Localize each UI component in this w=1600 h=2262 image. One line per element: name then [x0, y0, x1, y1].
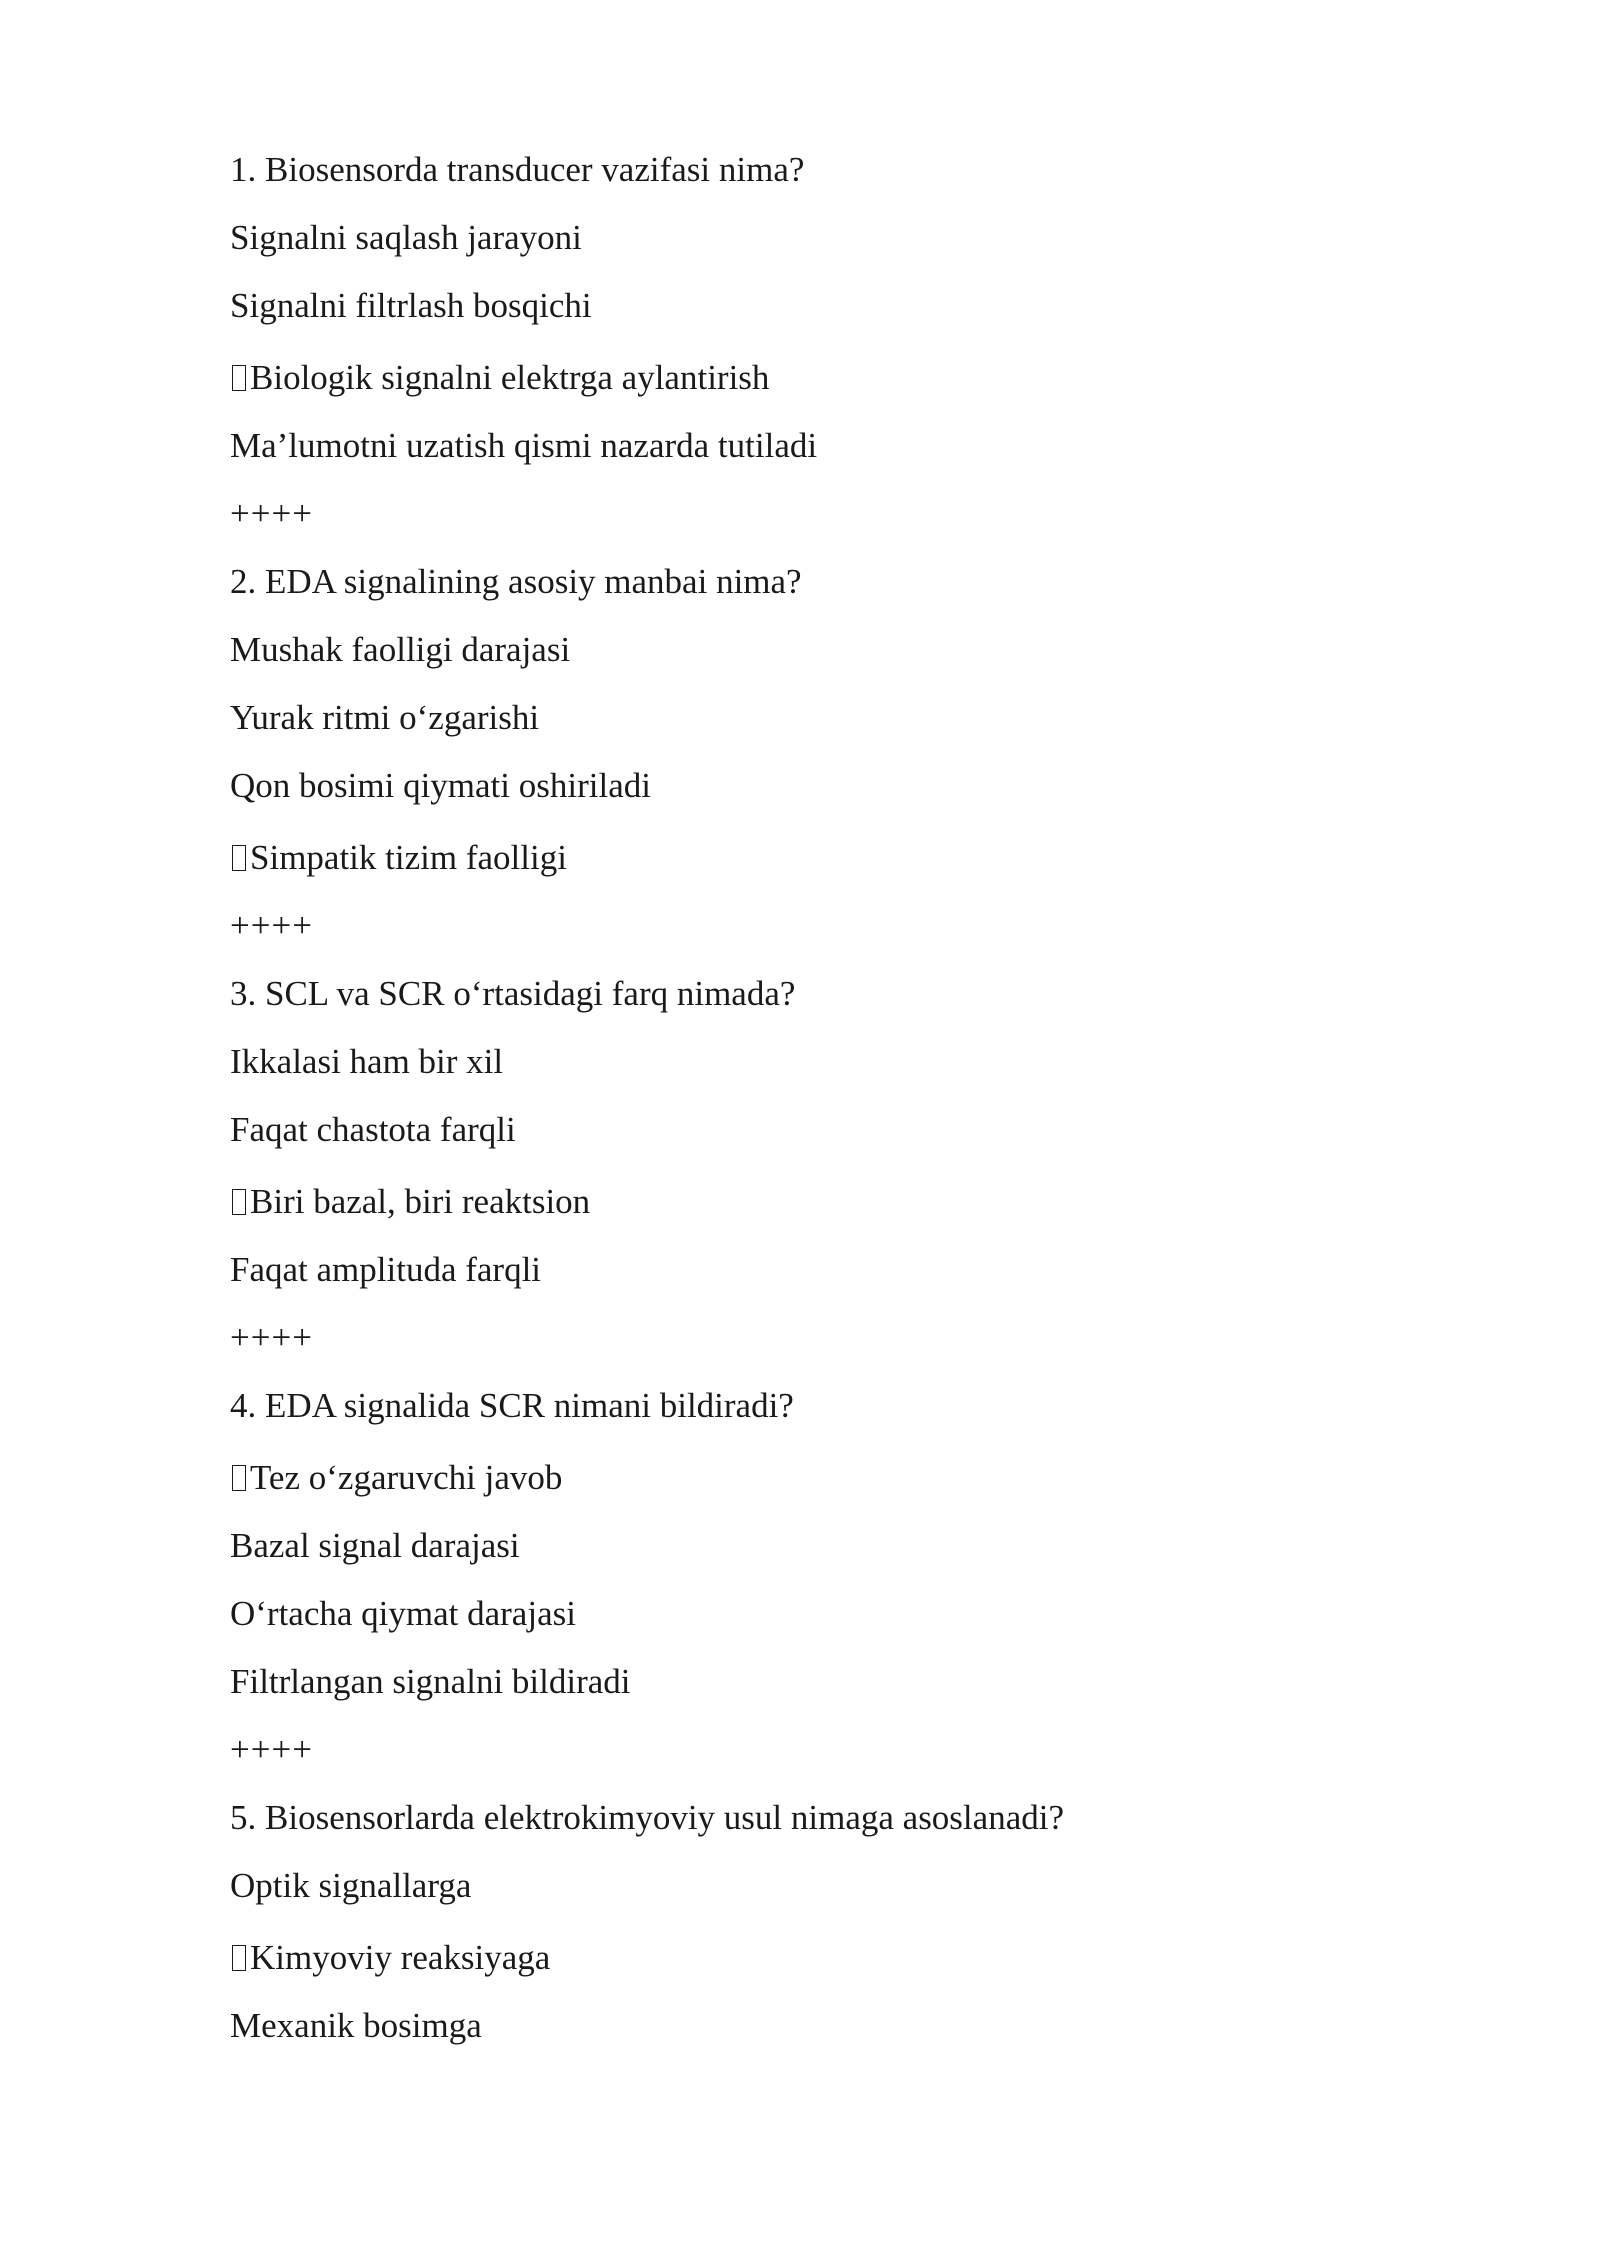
answer-option-correct: [230, 1182, 1430, 1222]
answer-option-correct: [230, 838, 1430, 878]
answer-option-text: Faqat chastota farqli: [230, 1110, 516, 1149]
quiz-content: [230, 150, 1430, 2046]
answer-option: [230, 286, 1430, 326]
answer-option-text: Kimyoviy reaksiyaga: [250, 1938, 551, 1977]
answer-option-text: Biri bazal, biri reaktsion: [250, 1182, 591, 1221]
answer-option-text: Mexanik bosimga: [230, 2006, 482, 2045]
answer-option: [230, 698, 1430, 738]
answer-option-text: Signalni saqlash jarayoni: [230, 218, 582, 257]
answer-option: [230, 2006, 1430, 2046]
answer-option-text: Filtrlangan signalni bildiradi: [230, 1662, 631, 1701]
question-text: 5. Biosensorlarda elektrokimyoviy usul nimaga asoslanadi?: [230, 1798, 1064, 1837]
answer-option: [230, 1110, 1430, 1150]
answer-option: [230, 1526, 1430, 1566]
answer-option: [230, 630, 1430, 670]
answer-option: [230, 1250, 1430, 1290]
correct-answer-marker-icon: [232, 1189, 246, 1215]
answer-option: [230, 1866, 1430, 1906]
answer-option-text: Tez o‘zgaruvchi javob: [250, 1458, 563, 1497]
question-separator: ++++: [230, 1730, 313, 1769]
answer-option-text: Biologik signalni elektrga aylantirish: [250, 358, 770, 397]
correct-answer-marker-icon: [232, 365, 246, 391]
answer-option-text: O‘rtacha qiymat darajasi: [230, 1594, 576, 1633]
answer-option-correct: [230, 1938, 1430, 1978]
answer-option: [230, 1042, 1430, 1082]
answer-option: [230, 766, 1430, 806]
answer-option-text: Bazal signal darajasi: [230, 1526, 520, 1565]
answer-option-correct: [230, 1458, 1430, 1498]
question-text: 1. Biosensorda transducer vazifasi nima?: [230, 150, 805, 189]
question-separator: ++++: [230, 494, 313, 533]
answer-option-text: Yurak ritmi o‘zgarishi: [230, 698, 540, 737]
question-text: 3. SCL va SCR o‘rtasidagi farq nimada?: [230, 974, 796, 1013]
question-text: 4. EDA signalida SCR nimani bildiradi?: [230, 1386, 794, 1425]
answer-option-correct: [230, 358, 1430, 398]
answer-option: [230, 1594, 1430, 1634]
correct-answer-marker-icon: [232, 1465, 246, 1491]
correct-answer-marker-icon: [232, 1945, 246, 1971]
answer-option-text: Ma’lumotni uzatish qismi nazarda tutiladi: [230, 426, 818, 465]
answer-option-text: Signalni filtrlash bosqichi: [230, 286, 592, 325]
answer-option-text: Simpatik tizim faolligi: [250, 838, 567, 877]
answer-option-text: Faqat amplituda farqli: [230, 1250, 542, 1289]
answer-option: [230, 1662, 1430, 1702]
answer-option-text: Optik signallarga: [230, 1866, 472, 1905]
question-text: 2. EDA signalining asosiy manbai nima?: [230, 562, 802, 601]
question-separator: ++++: [230, 1318, 313, 1357]
answer-option-text: Ikkalasi ham bir xil: [230, 1042, 504, 1081]
answer-option-text: Qon bosimi qiymati oshiriladi: [230, 766, 651, 805]
correct-answer-marker-icon: [232, 845, 246, 871]
answer-option-text: Mushak faolligi darajasi: [230, 630, 571, 669]
answer-option: [230, 426, 1430, 466]
question-separator: ++++: [230, 906, 313, 945]
answer-option: [230, 218, 1430, 258]
